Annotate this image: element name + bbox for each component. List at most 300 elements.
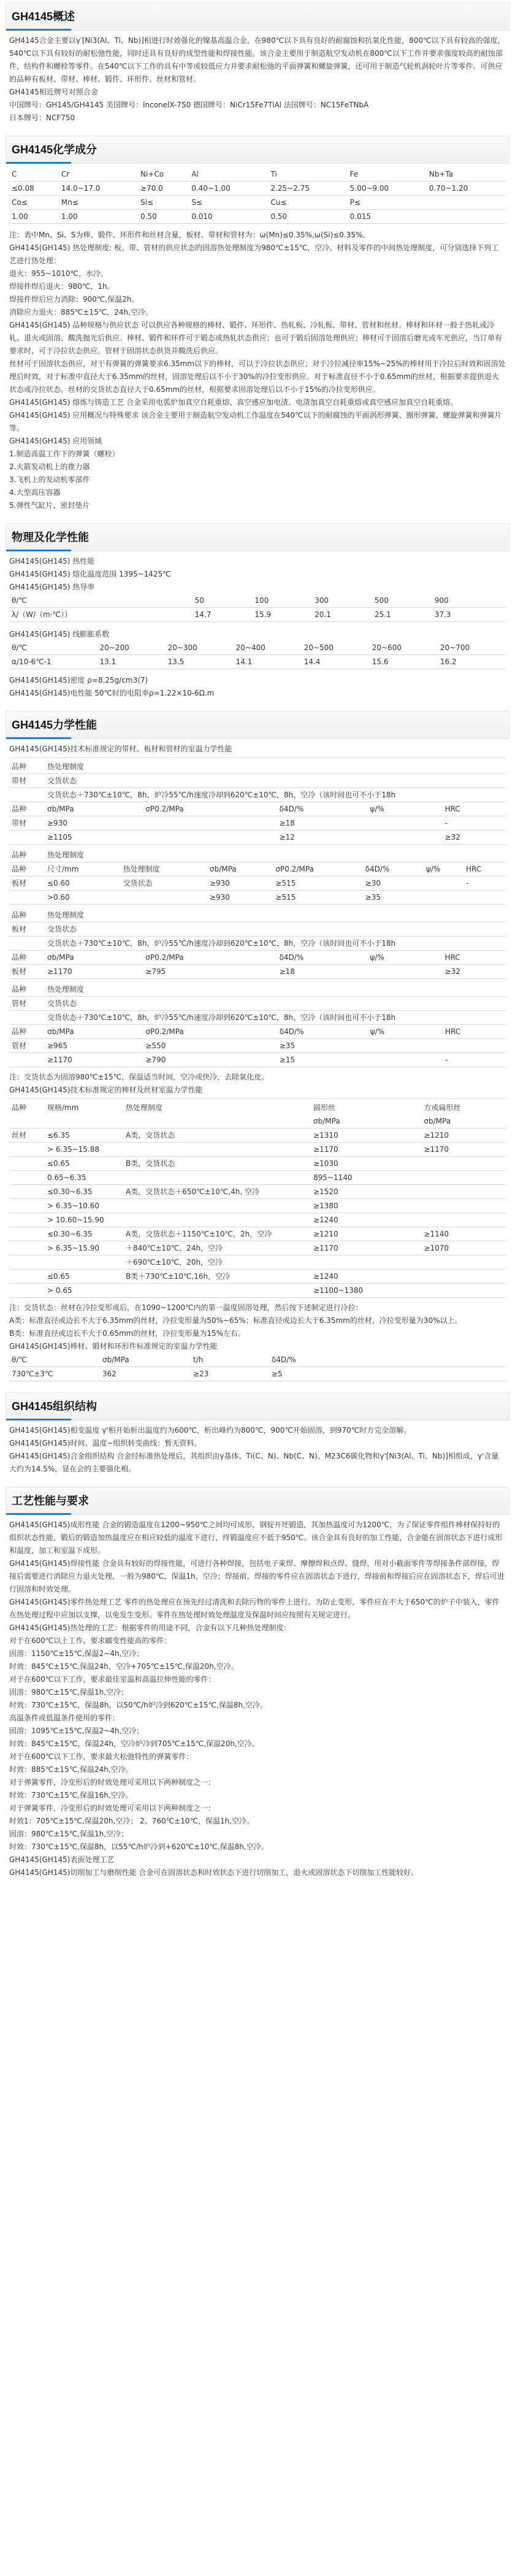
table-cell [143,830,277,845]
table-cell: 13.1 [97,655,165,669]
table-cell: > 0.65 [45,1284,123,1298]
paragraph: GH4145(GH145)焊接性能 合金具有较好的焊接性能，可进行各种焊接，包括电子束焊、摩擦焊和点焊、缝焊，用对小截面零件等焊接条件部焊接，焊接后需要进行消除应力退火处理，一般为980℃，保温1h，空冷；焊接前，焊接的零件应在固溶状态下进行，焊接前和焊接后应在固溶状态下，焊后可进行固溶和时效处理。 [9,1559,505,1593]
table-cell: 500 [372,594,432,608]
table-cell: - [464,876,506,891]
table-cell: ≥1170 [45,965,143,979]
table-cell: θ/℃ [9,594,193,608]
table-cell: 热处理制度 [45,848,506,862]
table-cell: HRC [464,862,506,876]
table-cell [9,891,45,905]
table-cell: σb/MPa [45,1025,143,1039]
table-cell: 730℃±3℃ [9,1367,100,1381]
table-cell: ≥515 [273,891,362,905]
paragraph: 高温条件或低温条件使用的零件： [9,1714,120,1722]
title-underline [6,1419,71,1420]
table-cell: ≥32 [443,830,506,845]
table-cell: ≥550 [143,1039,277,1053]
table-cell: ≥515 [273,876,362,891]
paragraph: GH4145(GH145) 熔化温度范围 1395~1425℃ [9,570,171,578]
table-cell [492,608,506,622]
bar-properties-table [9,1353,506,1381]
table-cell: ≥12 [277,830,368,845]
table-cell: ≥35 [363,891,424,905]
table-cell [427,965,443,979]
section-overview [6,2,509,129]
table-cell: ≥1380 [311,1199,421,1213]
table-cell: 20~400 [234,641,302,655]
table-cell: Cr [59,167,138,182]
table-cell: ≥1240 [311,1270,421,1284]
table-cell: ≥930 [207,891,273,905]
table-cell: ≥1240 [311,1213,421,1227]
table-cell: 900 [432,594,492,608]
table-cell: 板材 [9,965,45,979]
table-cell [294,1143,311,1157]
table-cell: 13.5 [166,655,234,669]
table-cell [9,1114,45,1129]
table-cell: Cu≤ [268,196,347,210]
table-cell [294,1129,311,1143]
table-cell: B类＋730℃±10℃,16h，空冷 [123,1270,294,1284]
table-cell: HRC [443,951,506,965]
table-cell: 丝材 [9,1129,45,1143]
table-cell: α/10-6℃-1 [9,655,97,669]
table-cell [9,1255,45,1270]
table-cell: 带材 [9,774,45,788]
table-cell [311,1255,421,1270]
title-underline [6,737,71,739]
table-cell [123,1114,294,1129]
paragraph: 注：交货状态为固溶980℃±15℃，保温适当时间，空冷或快冷，去除氧化皮。 [9,1073,269,1081]
table-cell: ≤0.30~6.35 [45,1227,123,1241]
table-cell: 热处理制度 [45,983,506,997]
table-cell: 0.65~6.35 [45,1171,123,1185]
table-cell: 品种 [9,908,45,922]
table-cell [9,1143,45,1157]
paragraph: 3.飞机上的发动机零部件 [9,475,90,484]
table-cell: ≥965 [45,1039,143,1053]
table-cell: 1.00 [59,210,138,224]
paragraph: GH4145(GH145)相变温度 γ'相开始析出温度约为600℃，析出峰约为800℃，900℃开始固溶，到970℃时方完全溶解。 [9,1426,411,1435]
table-cell [9,1157,45,1171]
table-cell: 0.50 [138,210,189,224]
table-cell: 品种 [9,760,45,774]
table-cell: ≥70.0 [138,182,189,196]
table-cell [421,1185,506,1199]
paragraph: GH4145(GH145)成形性能 合金的锻造温度在1200~950℃之间均可成形，钢锭开坯锻造，其加热温度可为1200℃，为了保证零件组件棒材保持好的组织状态性能，锻后的锻造加热温度应在相应较低的温度下进行，终锻温度应不低于950℃。该合金具有良好的加工性能，合金能在固溶状态下进行成形和温度，加工和室温下成形。 [9,1520,503,1555]
section-title: GH4145化学成分 [12,144,97,156]
table-cell: HRC [443,1025,506,1039]
table-cell: ＋840℃±10℃，24h，空冷 [123,1241,294,1255]
table-cell [443,1039,506,1053]
paragraph: 注：表中Mn、Si、S为棒、锻件、环形件和丝材含量，板材、带材和管材为：ω(Mn)≤0.35%,ω(Si)≤0.35%。 [9,231,370,239]
table-cell: 规格/mm [47,1103,79,1112]
table-cell [294,1241,311,1255]
paragraph: 4.大型高压容器 [9,488,61,497]
table-cell [427,830,443,845]
table-cell: δ4D/% [277,802,368,816]
paragraph: 对于在600℃以上工作、要求蠕变性能高的零件： [9,1636,172,1645]
paragraph: GH4145相近牌号对照合金 [9,88,98,96]
table-cell [9,1213,45,1227]
table-cell: σP0.2/MPa [143,1025,277,1039]
table-cell [123,1213,294,1227]
paragraph: 固溶：980℃±15℃,保温1h,空冷； [9,1688,129,1696]
table-cell: 25.1 [372,608,432,622]
table-cell: 带材 [9,816,45,830]
tube-properties-table [9,983,506,1067]
table-cell: ≥930 [207,876,273,891]
table-cell: 热处理制度 [45,908,506,922]
table-cell: 20.1 [312,608,372,622]
paragraph: 时效：885℃±15℃,保温24h,空冷。 [9,1765,133,1774]
table-cell: ψ/% [368,1025,427,1039]
table-cell: P≤ [348,196,427,210]
table-cell [367,965,427,979]
table-cell [427,816,443,830]
table-cell: > 10.60~15.90 [45,1213,123,1227]
table-cell: ≥18 [277,965,368,979]
table-cell: 品种 [9,862,45,876]
table-cell: ≥1170 [421,1143,506,1157]
paragraph: GH4145(GH145)密度 ρ=8.25g/cm3(7) [9,676,148,684]
table-cell: 20~700 [438,641,506,655]
table-cell: ψ/% [367,802,427,816]
table-cell: 20~200 [97,641,165,655]
table-cell: ≥1030 [311,1157,421,1171]
paragraph: 丝材可于固溶状态供应，对于有弹簧的弹簧要求6.35mm以下的棒材，可以于冷拉状态供应；对于冷拉减径率15%~25%的棒材用于冷拉后时效和固溶处理后时效，对于标准中直径大于6.35mm的丝材，固溶处理后以不小于30%的冷拉变形供应。对于标准直径不小于0.65mm的丝材，根据要求提供退火状态或冷拉状态。丝材的交货状态直径大于0.65mm的丝材，根据要求固溶处理后以不小于15%的冷拉变形供应。 [9,359,506,394]
table-cell [421,1199,506,1213]
table-cell: Mn≤ [59,196,138,210]
table-cell: 交货状态＋730℃±10℃，8h，炉冷55℃/h速度冷却到620℃±10℃，8h，空冷（该时间也可不小于18h [45,788,506,802]
table-cell [123,1171,294,1185]
table-cell: ≤0.65 [45,1270,123,1284]
table-cell: 37.3 [432,608,492,622]
section-chemistry [6,136,509,517]
table-cell: 50 [193,594,253,608]
section-header [6,2,509,31]
table-cell: 15.6 [370,655,438,669]
table-cell: ≤0.08 [9,182,59,196]
table-cell: ≥795 [143,965,277,979]
table-cell: ≥30 [363,876,424,891]
section-title: GH4145力学性能 [12,719,97,731]
table-cell: 方或扁形丝 [424,1103,461,1112]
table-cell [9,1227,45,1241]
table-cell: ≤6.35 [45,1129,123,1143]
paragraph: 固溶：980℃±15℃,保温1h,空冷； [9,1830,129,1838]
table-cell [368,1039,427,1053]
table-cell [427,1025,443,1039]
table-cell [9,1284,45,1298]
table-cell: σP0.2/MPa [143,802,277,816]
table-cell: 0.015 [348,210,427,224]
table-cell [294,1255,311,1270]
table-cell: 板材 [9,876,45,891]
table-cell: 交货状态 [121,876,207,891]
table-cell [294,1227,311,1241]
table-cell: C [9,167,59,182]
table-cell: λ/（W/（m·℃）） [9,608,193,622]
table-cell: σb/MPa [45,802,143,816]
table-cell: σP0.2/MPa [273,862,362,876]
composition-table [9,167,506,224]
table-cell: Co≤ [9,196,59,210]
table-cell: σb/MPa [311,1114,421,1129]
table-cell: 圆形丝 [313,1103,336,1112]
table-cell: >0.60 [45,891,121,905]
table-cell [9,1171,45,1185]
table-cell: A类，交货状态＋650℃±10℃,4h, 空冷 [123,1185,294,1199]
table-cell [421,1171,506,1185]
section-process [6,1487,509,1884]
paragraph: 日本牌号：NCF750 [9,113,75,122]
table-cell: 尺寸/mm [45,862,121,876]
paragraph: GH4145(GH145) 热导率 [9,583,95,591]
table-cell: ≥1170 [311,1241,421,1255]
table-cell: ≥1210 [311,1227,421,1241]
table-cell: 300 [312,594,372,608]
table-cell: 20~600 [370,641,438,655]
paragraph: 时效：845℃±15℃，保温24h，空冷炉冷到705℃±15℃,保温20h,空冷。 [9,1739,259,1748]
table-cell: δ4D/% [277,1025,368,1039]
table-cell: - [443,816,506,830]
table-cell: ≥32 [443,965,506,979]
table-cell [427,951,443,965]
table-cell [294,1114,311,1129]
table-cell: θ/℃ [9,1353,100,1367]
table-cell: ≥5 [269,1367,506,1381]
paragraph: GH4145(GH145) 应用领域 [9,437,102,445]
table-cell [421,1157,506,1171]
table-cell: ψ/% [424,862,464,876]
table-cell: Fe [348,167,427,182]
paragraph: GH4145合金主要以γ′[Ni3(Al、Ti、Nb)]相进行时效强化的镍基高温合金，在980℃以下具有良好的耐腐蚀和抗氧化性能，800℃以下具有较高的强度，540℃以下具有较好的耐松弛性能，同时还具有良好的成型性能和焊接性能。该合金主要用于制造航空发动机在800℃以下工作并要求强度较高的耐蚀部件，结构件和螺栓等零件。在540℃以下工作的具有中等或较低应力并要求耐松弛的平面弹簧和螺旋弹簧，还可用于制造气轮机涡轮叶片等零件。可供应的品种有板材、带材、棒材、锻件、环形件、丝材和管材。 [9,36,505,83]
section-mechanical [6,711,509,1386]
table-cell: 15.9 [252,608,312,622]
table-cell: 0.010 [189,210,268,224]
table-cell: δ4D/% [277,951,368,965]
table-cell: 895~1140 [311,1171,421,1185]
table-cell: S≤ [189,196,268,210]
paragraph: GH4145(GH145)切削加工与磨削性能 合金可在固溶状态和时效状态下进行切削加工，退火或固溶状态下切削加工性能较好。 [9,1868,419,1877]
table-cell: 1.00 [9,210,59,224]
table-cell [294,1213,311,1227]
paragraph: 固溶：1095℃±15℃,保温2~4h,空冷； [9,1727,144,1735]
table-cell: 14.1 [234,655,302,669]
section-physical [6,523,509,705]
paragraph: GH4145(GH145)热处理的工艺：根据零件的用途不同，合金有以下几种热处理制度： [9,1623,291,1632]
paragraph: 时效：730℃±15℃,保温8h，以55℃/h炉冷到+620℃±10℃,保温8h,空冷。 [9,1842,269,1851]
paragraph: B类：标准直径或边长不大于0.65mm的丝材，冷拉变形量为15%左右。 [9,1329,246,1338]
table-cell: ≥15 [277,1053,368,1067]
table-cell: ＋690℃±10℃，20h，空冷 [123,1255,294,1270]
table-cell: 14.4 [302,655,370,669]
table-cell: ≥930 [45,816,143,830]
table-cell: 热处理制度 [126,1103,163,1112]
table-cell [427,210,506,224]
table-cell [9,1053,45,1067]
table-cell: σP0.2/MPa [143,951,277,965]
paragraph: GH4145(GH145) 热处理制度: 板、带、管材的供应状态的固溶热处理制度为980℃±15℃，空冷。材料及零件的中间热处理制度，可分别选择下列工艺进行热处理： [9,243,499,265]
table-cell: σb/MPa [100,1353,191,1367]
table-cell: 交货状态 [45,922,506,937]
paragraph: 对于在600℃以下工作，要求最佳室温和高温拉伸性能的零件： [9,1675,216,1684]
paragraph: GH4145(GH145) 熔炼与铸造工艺 合金采用电弧炉加真空自耗重熔、真空感应加电渣、电渣加真空自耗重熔或真空感应加真空自耗重熔。 [9,398,458,407]
table-cell: σb/MPa [421,1114,506,1129]
table-cell: > 6.35~15.90 [45,1241,123,1255]
table-cell: 品种 [9,951,45,965]
table-cell: ψ/% [367,951,427,965]
table-cell: 0.70~1.20 [427,182,506,196]
plate-aged-properties-table [9,908,506,979]
table-cell: ≤0.30~6.35 [45,1185,123,1199]
conductivity-table [9,594,506,622]
table-cell [424,876,464,891]
table-cell [9,1199,45,1213]
paragraph: 时效：730℃±15℃，保温8h，以50℃/h炉冷到620℃±15℃,保温8h,空冷。 [9,1701,267,1709]
paragraph: 注：交货状态：丝材在冷拉变形或后，在1090~1200℃内的第一温度固溶处理，然后按下述制定进行冷拉： [9,1303,363,1312]
table-cell: ≥18 [277,816,368,830]
table-cell [368,1053,427,1067]
wire-properties-table [9,1101,506,1298]
table-cell: ≥1520 [311,1185,421,1199]
table-cell [421,1255,506,1270]
title-underline [6,1513,71,1515]
table-cell: ≥23 [191,1367,269,1381]
table-cell: Al [189,167,268,182]
table-cell: δ4D/% [363,862,424,876]
strip-properties-table [9,760,506,845]
table-cell [9,1185,45,1199]
table-cell: ≥1170 [311,1143,421,1157]
table-cell [121,891,207,905]
table-cell [294,1284,311,1298]
table-cell: 2.25~2.75 [268,182,347,196]
paragraph: GH4145(GH145)时间、温度~组织转变曲线：暂无资料。 [9,1439,202,1447]
paragraph: 焊接件焊后应力消除：900℃,保温2h。 [9,295,139,304]
table-cell: ≥1140 [421,1227,506,1241]
table-cell: A类，交货状态 [123,1129,294,1143]
section-header [6,1487,509,1515]
table-cell [424,891,464,905]
table-cell [45,1114,123,1129]
paragraph: 5.弹性气缸片，密封垫片 [9,501,90,510]
table-cell [45,1255,123,1270]
table-cell: ≥1210 [421,1129,506,1143]
paragraph: 消除应力退火：885℃±15℃，24h,空冷。 [9,308,153,316]
table-cell: 14.0~17.0 [59,182,138,196]
table-cell: 品种 [9,802,45,816]
title-underline [6,29,71,31]
paragraph: GH4145(GH145) 热性能 [9,557,95,565]
table-cell: Nb+Ta [427,167,506,182]
table-cell [367,830,427,845]
table-cell: 5.00~9.00 [348,182,427,196]
paragraph: GH4145(GH145)棒材、锻材和环形件标准规定的室温力学性能 [9,1342,218,1351]
section-title: 物理及化学性能 [12,531,89,543]
table-cell: > 6.35~10.60 [45,1199,123,1213]
table-cell: 品种 [9,1025,45,1039]
table-cell [9,1270,45,1284]
table-cell: Ni+Co [138,167,189,182]
table-cell: 20~500 [302,641,370,655]
section-header [6,523,509,551]
table-cell: σb/MPa [45,951,143,965]
table-cell: 热处理制度 [45,760,506,774]
table-cell [427,802,443,816]
table-cell [294,1101,311,1114]
expansion-table [9,641,506,669]
section-title: GH4145组织结构 [12,1400,97,1413]
table-cell: 交货状态＋730℃±10℃，8h，炉冷55℃/h速度冷却到620℃±10℃，8h，空冷（该时间也可不小于18h [45,937,506,951]
table-cell: 品种 [9,848,45,862]
paragraph: GH4145(GH145)电性能 50℃时的电阻率ρ=1.22×10-6Ω.m [9,689,215,697]
section-header [6,711,509,739]
table-cell [143,816,277,830]
table-cell: > 6.35~15.88 [45,1143,123,1157]
section-header [6,136,509,164]
paragraph: GH4145(GH145)零件热处理工艺 零件的热处理应在预先经过清洗和去除污物的零件上进行。为防止变形，零件应在不大于650℃的炉子中装入，零件在热处理过程中应加以支撑，以免发生变形。零件在热处理时效处理温度及保温时间应按照有关规定进行。 [9,1598,500,1619]
paragraph: 时效：730℃±15℃,保温16h,空冷。 [9,1791,133,1800]
paragraph: 时效1：705℃±15℃,保温20h,空冷； 2、760℃±10℃，保温1h,空冷。 [9,1817,254,1825]
table-cell: ≥1070 [421,1241,506,1255]
paragraph: GH4145(GH145) 线膨胀系数 [9,630,110,638]
table-cell [123,1143,294,1157]
table-cell: A类，交货状态＋1150℃±10℃，2h，空冷 [123,1227,294,1241]
paragraph: 时效：845℃±15℃,保温24h，空冷+705℃±15℃,保温20h,空冷。 [9,1662,238,1671]
paragraph: GH4145(GH145)合金组织结构 合金经标准热处理后，其组织由γ基体、Ti(C、N)、Nb(C、N)、M23C6碳化物和γ'[Ni3(Al、Ti、Nb)]相组成，γ'含量大约为14.5%，显在会的主要强化相。 [9,1452,499,1473]
table-cell: ≤0.65 [45,1157,123,1171]
table-cell: Si≤ [138,196,189,210]
section-header [6,1392,509,1420]
table-cell [421,1213,506,1227]
table-cell: 管材 [9,997,45,1011]
paragraph: A类：标准直径或边长不大于6.35mm的丝材，冷拉变形量为50%~65%；标准直径或边长大于6.35mm的丝材，冷拉变形量为30%以上。 [9,1316,462,1325]
table-cell: ≤0.60 [45,876,121,891]
table-cell: 362 [100,1367,191,1381]
table-cell: 品种 [9,983,45,997]
paragraph: 2.火箭发动机上的推力器 [9,462,90,471]
table-cell [421,1284,506,1298]
section-structure [6,1392,509,1481]
table-cell: 14.7 [193,608,253,622]
table-cell: B类，交货状态 [123,1157,294,1171]
table-cell: 交货状态 [45,997,506,1011]
table-cell [421,1270,506,1284]
table-cell: 100 [252,594,312,608]
table-cell: ≥1310 [311,1129,421,1143]
paragraph: 1.制造高温工作下的弹簧（螺栓） [9,450,120,458]
table-cell: θ/℃ [9,641,97,655]
title-underline [6,550,71,551]
table-cell [294,1199,311,1213]
paragraph: GH4145(GH145)技术标准规定的棒材及丝材室温力学性能 [9,1086,203,1094]
table-cell: 交货状态 [45,774,506,788]
paragraph: 固溶：1150℃±15℃,保温2~4h,空冷； [9,1649,144,1658]
table-cell: ≥1100~1380 [311,1284,421,1298]
table-cell: - [443,1053,506,1067]
table-cell: 16.2 [438,655,506,669]
plate-properties-table [9,848,506,905]
paragraph: 中国牌号：GH145/GH4145 美国牌号：InconelX-750 德国牌号：NiCr15Fe7TiAl 法国牌号：NC15FeTNbA [9,101,369,109]
table-cell [294,1157,311,1171]
table-cell [123,1284,294,1298]
table-cell [427,1039,443,1053]
table-cell: t/h [191,1353,269,1367]
table-cell: 热处理制度 [121,862,207,876]
table-cell: ≥1105 [45,830,143,845]
